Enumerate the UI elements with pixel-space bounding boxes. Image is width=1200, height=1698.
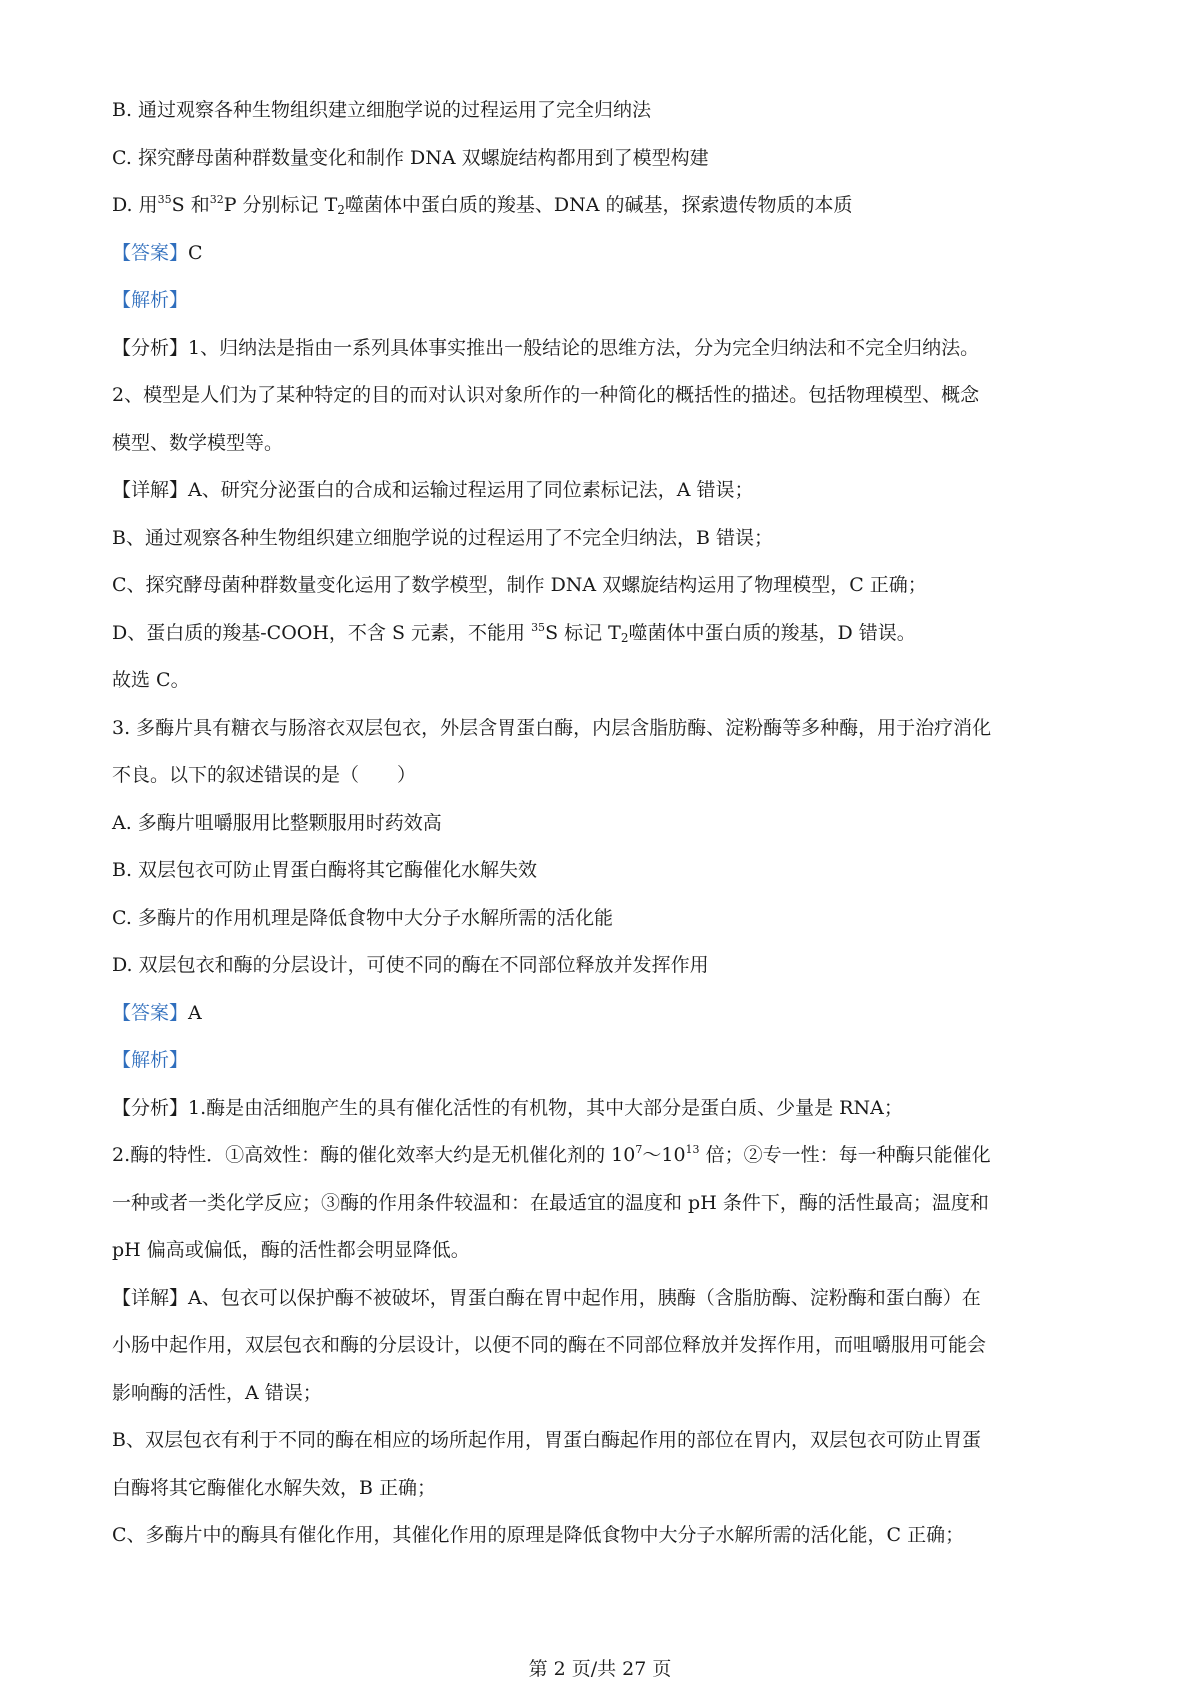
detail-line: C、多酶片中的酶具有催化作用，其催化作用的原理是降低食物中大分子水解所需的活化能，C 正确； bbox=[112, 1524, 965, 1546]
answer-value: C bbox=[188, 241, 203, 264]
conclusion-line: 故选 C。 bbox=[112, 669, 190, 691]
analysis-line: 【分析】1、归纳法是指由一系列具体事实推出一般结论的思维方法，分为完全归纳法和不完全归纳法。 bbox=[112, 336, 980, 359]
page-number-footer: 第 2 页/共 27 页 bbox=[528, 1658, 672, 1680]
question-3-stem: 不良。以下的叙述错误的是（ ） bbox=[112, 764, 417, 786]
detail-line bbox=[112, 618, 1102, 648]
text-run: S 和 bbox=[171, 194, 210, 216]
answer-value: A bbox=[188, 1001, 202, 1024]
text-run: 2.酶的特性．①高效性：酶的催化效率大约是无机催化剂的 10 bbox=[112, 1144, 636, 1166]
analysis-line: 【分析】1.酶是由活细胞产生的具有催化活性的有机物，其中大部分是蛋白质、少量是 RNA； bbox=[112, 1096, 903, 1119]
analysis-heading-q2 bbox=[112, 285, 1102, 315]
option-b-q2: B. 通过观察各种生物组织建立细胞学说的过程运用了完全归纳法 bbox=[112, 99, 652, 121]
subscript-2: 2 bbox=[620, 630, 629, 645]
text-run: 噬菌体中蛋白质的羧基、DNA 的碱基，探索遗传物质的本质 bbox=[344, 194, 853, 216]
subscript-2: 2 bbox=[337, 203, 345, 217]
superscript-13: 13 bbox=[685, 1143, 700, 1156]
option-c-q2: C. 探究酵母菌种群数量变化和制作 DNA 双螺旋结构都用到了模型构建 bbox=[112, 146, 709, 169]
option-b-q3: B. 双层包衣可防止胃蛋白酶将其它酶催化水解失效 bbox=[112, 859, 538, 881]
answer-q3 bbox=[112, 998, 1102, 1028]
detail-line: 【详解】A、包衣可以保护酶不被破坏，胃蛋白酶在胃中起作用，胰酶（含脂肪酶、淀粉酶和蛋白酶）在 bbox=[112, 1286, 981, 1309]
analysis-tag: 【解析】 bbox=[112, 1049, 189, 1071]
analysis-line: pH 偏高或偏低，酶的活性都会明显降低。 bbox=[112, 1239, 470, 1261]
option-d-q3: D. 双层包衣和酶的分层设计，可使不同的酶在不同部位释放并发挥作用 bbox=[112, 954, 709, 976]
detail-line: 白酶将其它酶催化水解失效，B 正确； bbox=[112, 1476, 437, 1499]
superscript-35: 35 bbox=[157, 193, 172, 206]
answer-tag: 【答案】 bbox=[112, 241, 189, 264]
analysis-line bbox=[112, 1140, 1102, 1170]
option-d-q2 bbox=[112, 190, 1102, 220]
option-a-q3: A. 多酶片咀嚼服用比整颗服用时药效高 bbox=[112, 811, 442, 834]
document-body bbox=[112, 95, 1102, 1568]
analysis-line: 模型、数学模型等。 bbox=[112, 431, 284, 454]
detail-line: 影响酶的活性，A 错误； bbox=[112, 1381, 322, 1404]
text-run: D. 用 bbox=[112, 194, 158, 216]
text-run: 倍；②专一性：每一种酶只能催化 bbox=[699, 1144, 991, 1166]
text-run: S 标记 T bbox=[545, 621, 621, 644]
superscript-7: 7 bbox=[635, 1143, 643, 1156]
option-c-q3: C. 多酶片的作用机理是降低食物中大分子水解所需的活化能 bbox=[112, 906, 613, 929]
answer-tag: 【答案】 bbox=[112, 1001, 189, 1024]
superscript-35: 35 bbox=[531, 620, 546, 634]
text-run: 噬菌体中蛋白质的羧基，D 错误。 bbox=[628, 621, 916, 644]
analysis-line: 2、模型是人们为了某种特定的目的而对认识对象所作的一种简化的概括性的描述。包括物理模型、概念 bbox=[112, 384, 980, 406]
detail-line: C、探究酵母菌种群数量变化运用了数学模型，制作 DNA 双螺旋结构运用了物理模型，C 正确； bbox=[112, 574, 927, 596]
analysis-tag: 【解析】 bbox=[112, 289, 189, 311]
text-run: ～10 bbox=[642, 1144, 686, 1166]
analysis-line: 一种或者一类化学反应；③酶的作用条件较温和：在最适宜的温度和 pH 条件下，酶的活性最高；温度和 bbox=[112, 1191, 989, 1214]
answer-q2 bbox=[112, 238, 1102, 268]
detail-line: B、通过观察各种生物组织建立细胞学说的过程运用了不完全归纳法，B 错误； bbox=[112, 526, 773, 549]
question-3-stem: 3. 多酶片具有糖衣与肠溶衣双层包衣，外层含胃蛋白酶，内层含脂肪酶、淀粉酶等多种酶，用于治疗消化 bbox=[112, 716, 992, 739]
detail-line: B、双层包衣有利于不同的酶在相应的场所起作用，胃蛋白酶起作用的部位在胃内，双层包衣可防止胃蛋 bbox=[112, 1429, 981, 1451]
superscript-32: 32 bbox=[209, 193, 224, 206]
analysis-heading-q3 bbox=[112, 1045, 1102, 1075]
text-run: P 分别标记 T bbox=[223, 194, 338, 216]
detail-line: 小肠中起作用，双层包衣和酶的分层设计，以便不同的酶在不同部位释放并发挥作用，而咀嚼服用可能会 bbox=[112, 1334, 987, 1356]
detail-line: 【详解】A、研究分泌蛋白的合成和运输过程运用了同位素标记法，A 错误； bbox=[112, 479, 754, 501]
text-run: D、蛋白质的羧基-COOH，不含 S 元素，不能用 bbox=[112, 621, 532, 644]
